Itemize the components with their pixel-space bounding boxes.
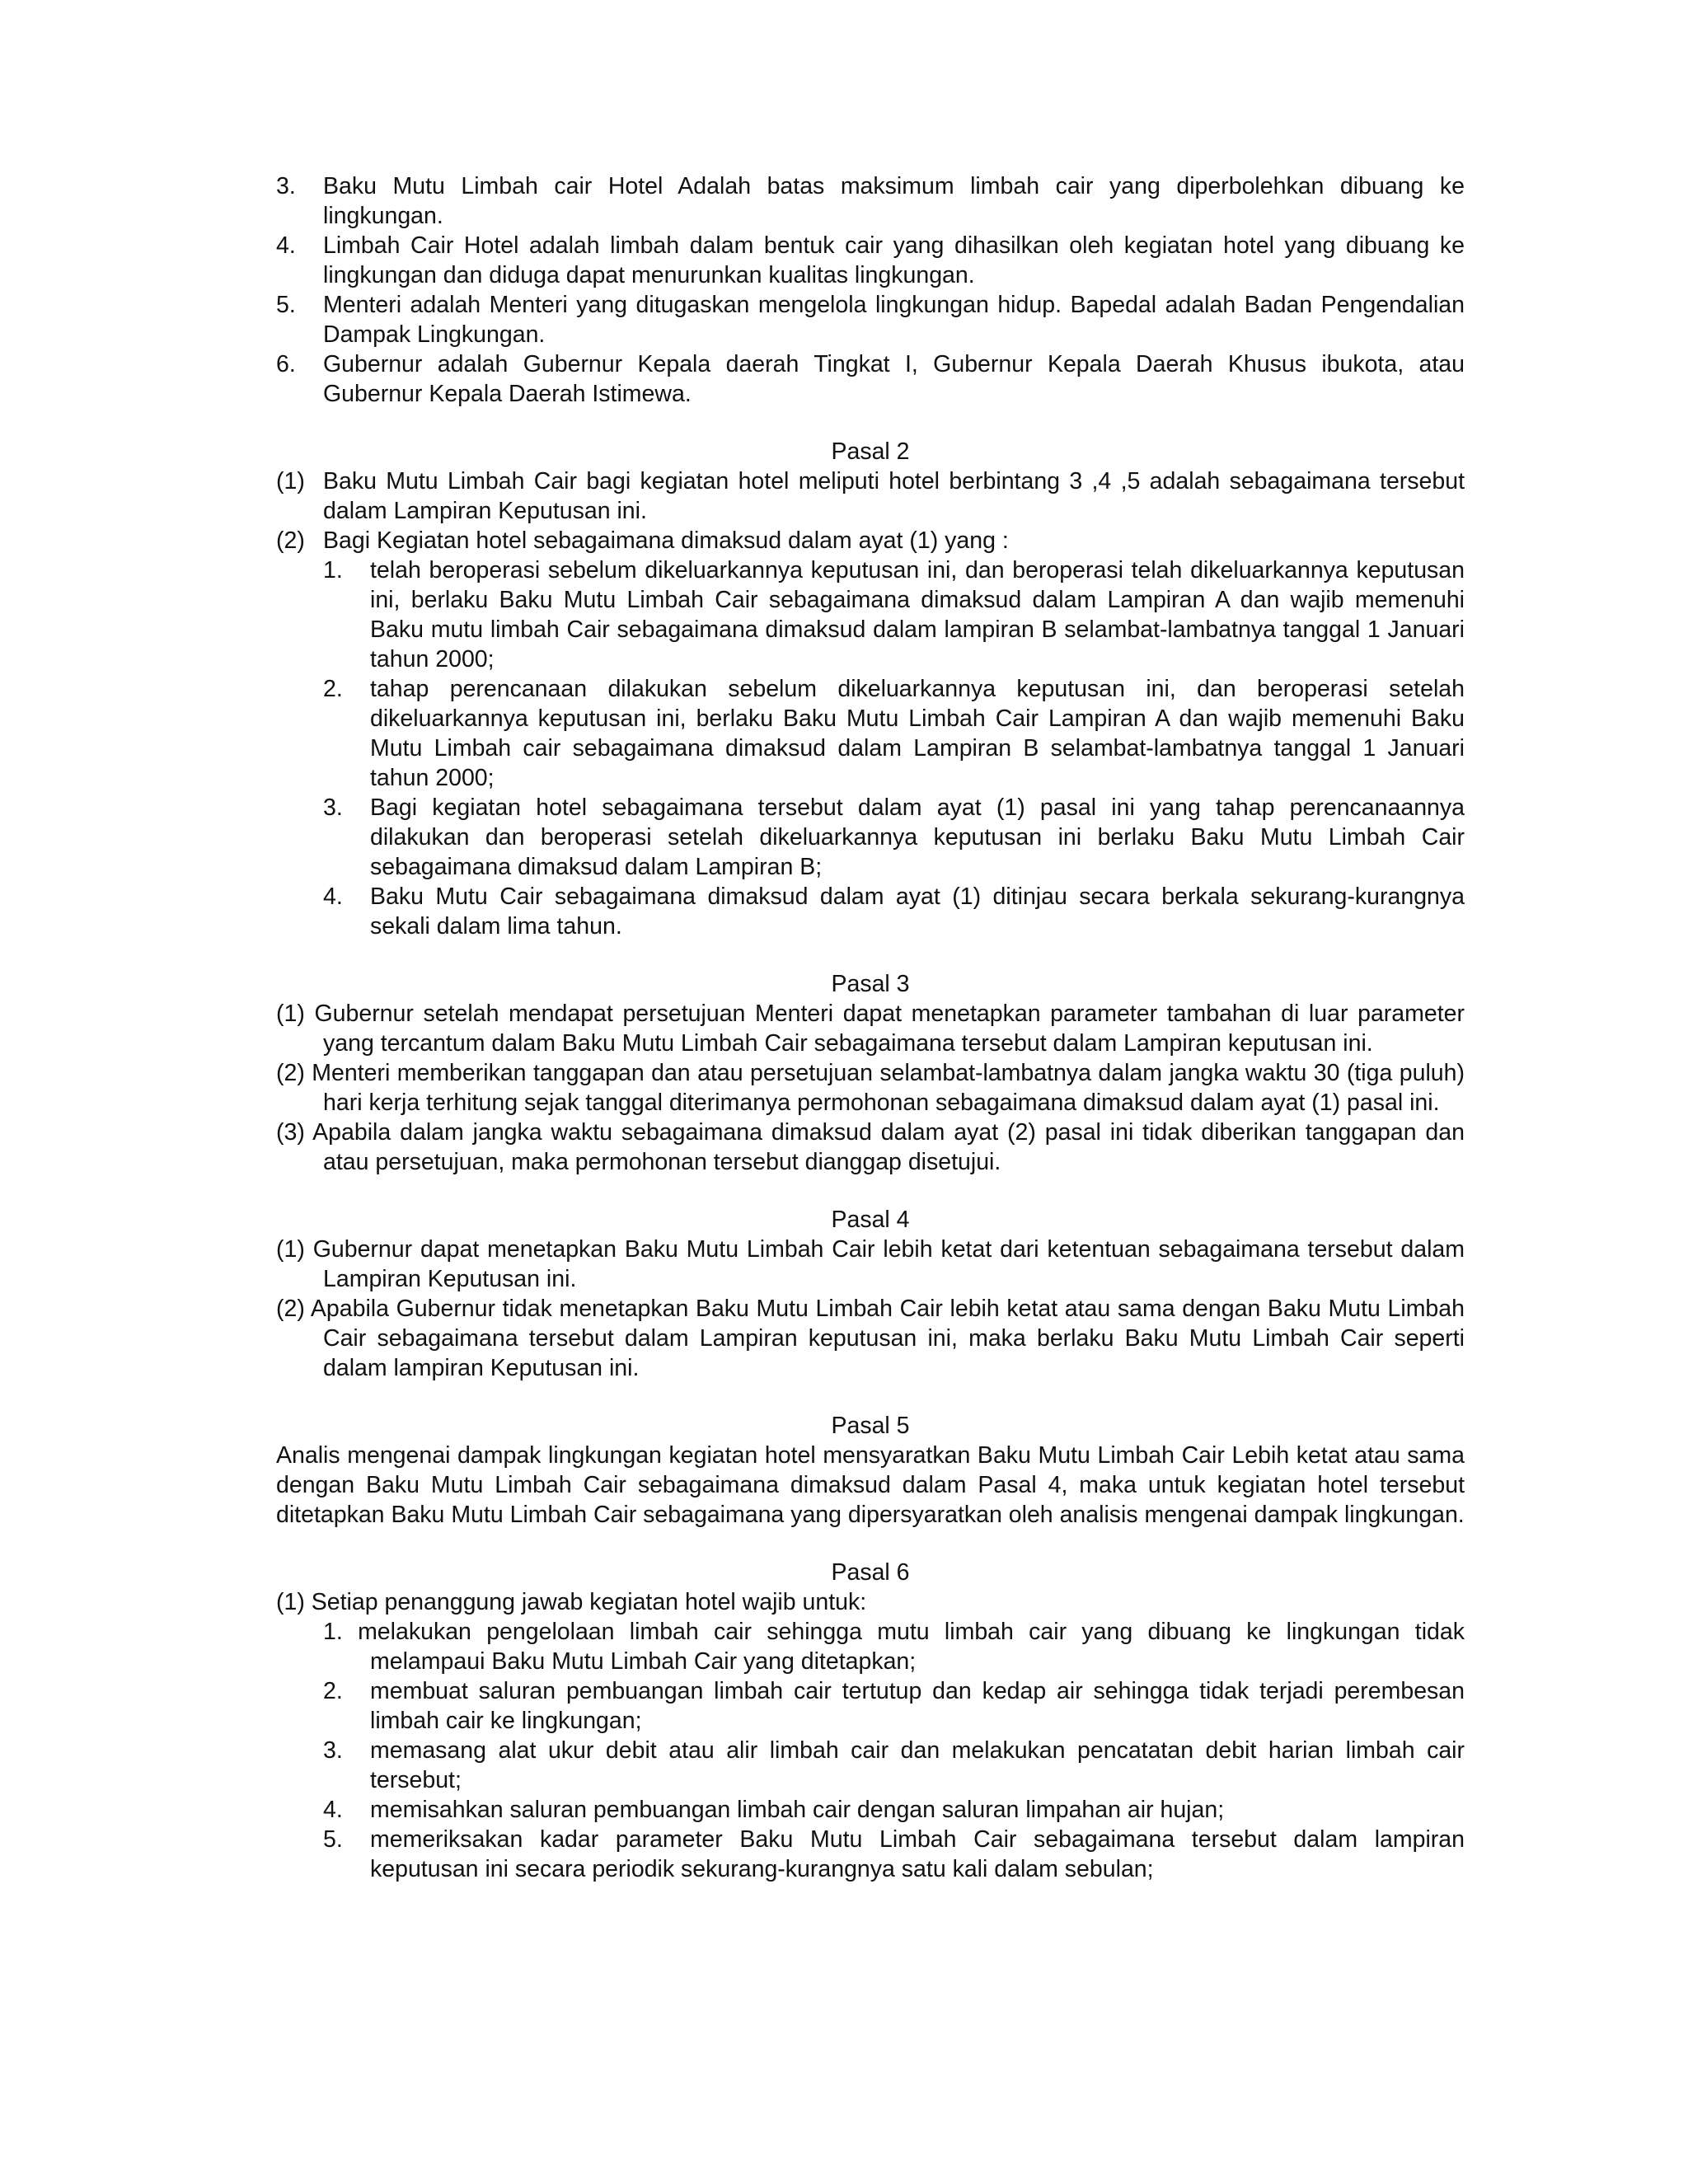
item-number: 3. <box>323 794 343 821</box>
item-text: tahap perencanaan dilakukan sebelum dikeluarkannya keputusan ini, dan beroperasi setelah dikeluarkannya keputusan ini, berlaku Baku Mutu Limbah Cair Lampiran A dan wajib memenuhi Baku Mutu Limbah cair sebagaimana dimaksud dalam Lampiran B selambat-lambatnya tanggal 1 Januari tahun 2000; <box>370 676 1465 791</box>
list-item <box>276 1736 1465 1795</box>
list-item: 1. melakukan pengelolaan limbah cair sehingga mutu limbah cair yang dibuang ke lingkungan tidak melampaui Baku Mutu Limbah Cair yang ditetapkan; <box>323 1619 1465 1675</box>
item-number: 4. <box>323 1797 343 1823</box>
ayat-number: (1) <box>276 468 305 494</box>
list-item <box>276 1825 1465 1884</box>
document-page <box>276 171 1465 1884</box>
pasal-2-title: Pasal 2 <box>831 438 910 465</box>
list-item <box>276 349 1465 409</box>
ayat-text: Bagi Kegiatan hotel sebagaimana dimaksud dalam ayat (1) yang : <box>323 527 1009 554</box>
pasal-3-title: Pasal 3 <box>831 971 910 997</box>
list-item <box>276 290 1465 349</box>
item-number: 5. <box>276 292 296 318</box>
pasal-3-ayat-1: (1) Gubernur setelah mendapat persetujuan Menteri dapat menetapkan parameter tambahan di luar parameter yang tercantum dalam Baku Mutu Limbah Cair sebagaimana tersebut dalam Lampiran keputusan ini. <box>276 1001 1465 1057</box>
item-text: membuat saluran pembuangan limbah cair tertutup dan kedap air sehingga tidak terjadi perembesan limbah cair ke lingkungan; <box>370 1678 1465 1734</box>
item-number: 3. <box>276 173 296 199</box>
pasal-4-title: Pasal 4 <box>831 1207 910 1233</box>
item-number: 4. <box>276 232 296 259</box>
pasal-4-ayat-2: (2) Apabila Gubernur tidak menetapkan Baku Mutu Limbah Cair lebih ketat atau sama dengan Baku Mutu Limbah Cair sebagaimana tersebut dalam Lampiran keputusan ini, maka berlaku Baku Mutu Limbah Cair seperti dalam lampiran Keputusan ini. <box>276 1296 1465 1381</box>
item-text: Limbah Cair Hotel adalah limbah dalam bentuk cair yang dihasilkan oleh kegiatan hotel yang dibuang ke lingkungan dan diduga dapat menurunkan kualitas lingkungan. <box>323 232 1465 288</box>
pasal-2-ayat-1 <box>276 466 1465 526</box>
item-number: 6. <box>276 351 296 377</box>
item-text: telah beroperasi sebelum dikeluarkannya keputusan ini, dan beroperasi telah dikeluarkannya keputusan ini, berlaku Baku Mutu Limbah Cair sebagaimana dimaksud dalam Lampiran A dan wajib memenuhi Baku mutu limbah Cair sebagaimana dimaksud dalam lampiran B selambat-lambatnya tanggal 1 Januari tahun 2000; <box>370 557 1465 673</box>
item-text: Bagi kegiatan hotel sebagaimana tersebut dalam ayat (1) pasal ini yang tahap perencanaannya dilakukan dan beroperasi setelah dikeluarkannya keputusan ini berlaku Baku Mutu Limbah Cair sebagaimana dimaksud dalam Lampiran B; <box>370 794 1465 880</box>
list-item <box>276 555 1465 674</box>
pasal-6-ayat-1: (1) Setiap penanggung jawab kegiatan hotel wajib untuk: <box>276 1589 867 1615</box>
item-text: Baku Mutu Limbah cair Hotel Adalah batas maksimum limbah cair yang diperbolehkan dibuang ke lingkungan. <box>323 173 1465 229</box>
item-number: 1. <box>323 557 343 583</box>
list-item <box>276 171 1465 231</box>
item-text: Baku Mutu Cair sebagaimana dimaksud dalam ayat (1) ditinjau secara berkala sekurang-kurangnya sekali dalam lima tahun. <box>370 883 1465 940</box>
list-item <box>276 231 1465 290</box>
item-text: Menteri adalah Menteri yang ditugaskan mengelola lingkungan hidup. Bapedal adalah Badan Pengendalian Dampak Lingkungan. <box>323 292 1465 348</box>
item-text: memisahkan saluran pembuangan limbah cair dengan saluran limpahan air hujan; <box>370 1797 1225 1823</box>
item-number: 5. <box>323 1826 343 1853</box>
pasal-5-text: Analis mengenai dampak lingkungan kegiatan hotel mensyaratkan Baku Mutu Limbah Cair Lebih ketat atau sama dengan Baku Mutu Limbah Cair sebagaimana dimaksud dalam Pasal 4, maka untuk kegiatan hotel tersebut ditetapkan Baku Mutu Limbah Cair sebagaimana yang dipersyaratkan oleh analisis mengenai dampak lingkungan. <box>276 1442 1465 1528</box>
item-text: memeriksakan kadar parameter Baku Mutu Limbah Cair sebagaimana tersebut dalam lampiran keputusan ini secara periodik sekurang-kurangnya satu kali dalam sebulan; <box>370 1826 1465 1882</box>
list-item <box>276 1795 1465 1825</box>
list-item <box>276 882 1465 941</box>
ayat-text: Baku Mutu Limbah Cair bagi kegiatan hotel meliputi hotel berbintang 3 ,4 ,5 adalah sebagaimana tersebut dalam Lampiran Keputusan ini. <box>323 468 1465 524</box>
pasal-2-ayat-2 <box>276 526 1465 555</box>
pasal-4-ayat-1: (1) Gubernur dapat menetapkan Baku Mutu Limbah Cair lebih ketat dari ketentuan sebagaimana tersebut dalam Lampiran Keputusan ini. <box>276 1236 1465 1292</box>
item-text: memasang alat ukur debit atau alir limbah cair dan melakukan pencatatan debit harian limbah cair tersebut; <box>370 1737 1465 1793</box>
ayat-number: (2) <box>276 527 305 554</box>
item-text: Gubernur adalah Gubernur Kepala daerah Tingkat I, Gubernur Kepala Daerah Khusus ibukota, atau Gubernur Kepala Daerah Istimewa. <box>323 351 1465 407</box>
item-number: 2. <box>323 1678 343 1704</box>
list-item <box>276 1676 1465 1736</box>
pasal-5-title: Pasal 5 <box>831 1413 910 1439</box>
pasal-3-ayat-3: (3) Apabila dalam jangka waktu sebagaimana dimaksud dalam ayat (2) pasal ini tidak diberikan tanggapan dan atau persetujuan, maka permohonan tersebut dianggap disetujui. <box>276 1119 1465 1175</box>
intro-list <box>276 171 1465 409</box>
item-number: 3. <box>323 1737 343 1764</box>
list-item <box>276 793 1465 882</box>
list-item <box>276 674 1465 793</box>
item-number: 4. <box>323 883 343 910</box>
pasal-3-ayat-2: (2) Menteri memberikan tanggapan dan atau persetujuan selambat-lambatnya dalam jangka waktu 30 (tiga puluh) hari kerja terhitung sejak tanggal diterimanya permohonan sebagaimana dimaksud dalam ayat (1) pasal ini. <box>276 1060 1465 1116</box>
item-number: 2. <box>323 676 343 702</box>
pasal-6-title: Pasal 6 <box>831 1559 910 1586</box>
